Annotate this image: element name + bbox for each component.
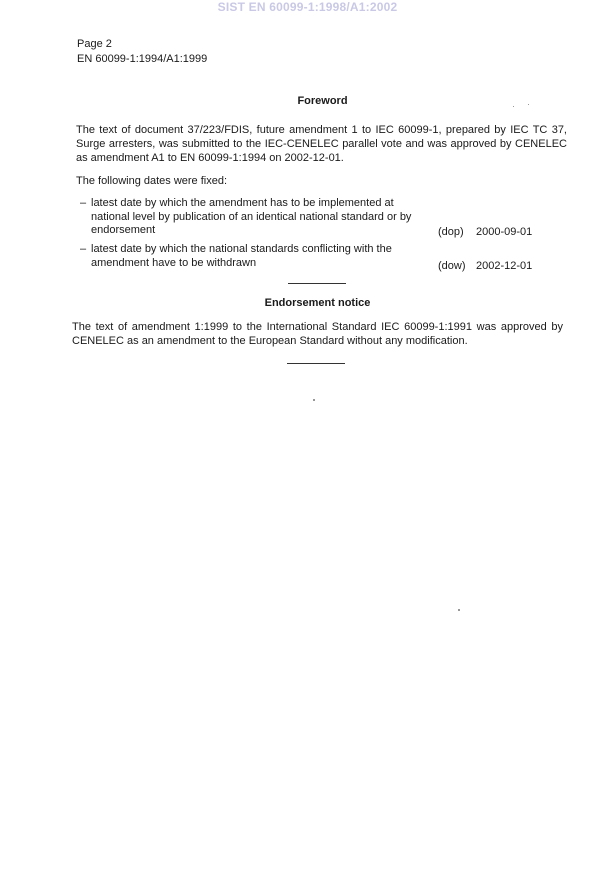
section-divider [288,283,346,284]
date-item-dop [80,197,542,241]
foreword-paragraph: The text of document 37/223/FDIS, future amendment 1 to IEC 60099-1, prepared by IEC TC 37, Surge arresters, was submitted to the IEC-CENELEC parallel vote and was approved by CENELEC as amendment A1 to EN 60099-1:1994 on 2002-12-01. [76,124,567,164]
date-value: 2000-09-01 [476,226,533,238]
list-dash: – [80,243,87,255]
date-value: 2002-12-01 [476,260,533,272]
page-number: Page 2 [77,38,112,50]
scan-speck [513,106,514,107]
list-dash: – [80,197,87,209]
date-code: (dow) [438,260,466,272]
watermark: SIST EN 60099-1:1998/A1:2002 [217,0,398,14]
date-item-dow [80,243,542,275]
endorsement-paragraph: The text of amendment 1:1999 to the International Standard IEC 60099-1:1991 was approved by CENELEC as an amendment to the European Standard without any modification. [72,321,563,347]
scan-speck [458,609,460,611]
end-divider [287,363,345,364]
scan-speck [528,104,529,105]
foreword-heading: Foreword [297,95,348,107]
document-reference: EN 60099-1:1994/A1:1999 [77,53,208,65]
date-description: latest date by which the amendment has to be implemented at national level by publication of an identical national standard or by endorsement [91,197,412,236]
scan-speck [313,399,315,401]
endorsement-heading: Endorsement notice [264,297,371,309]
dates-intro: The following dates were fixed: [76,175,228,187]
date-code: (dop) [438,226,464,238]
date-description: latest date by which the national standards conflicting with the amendment have to be withdrawn [91,243,392,269]
